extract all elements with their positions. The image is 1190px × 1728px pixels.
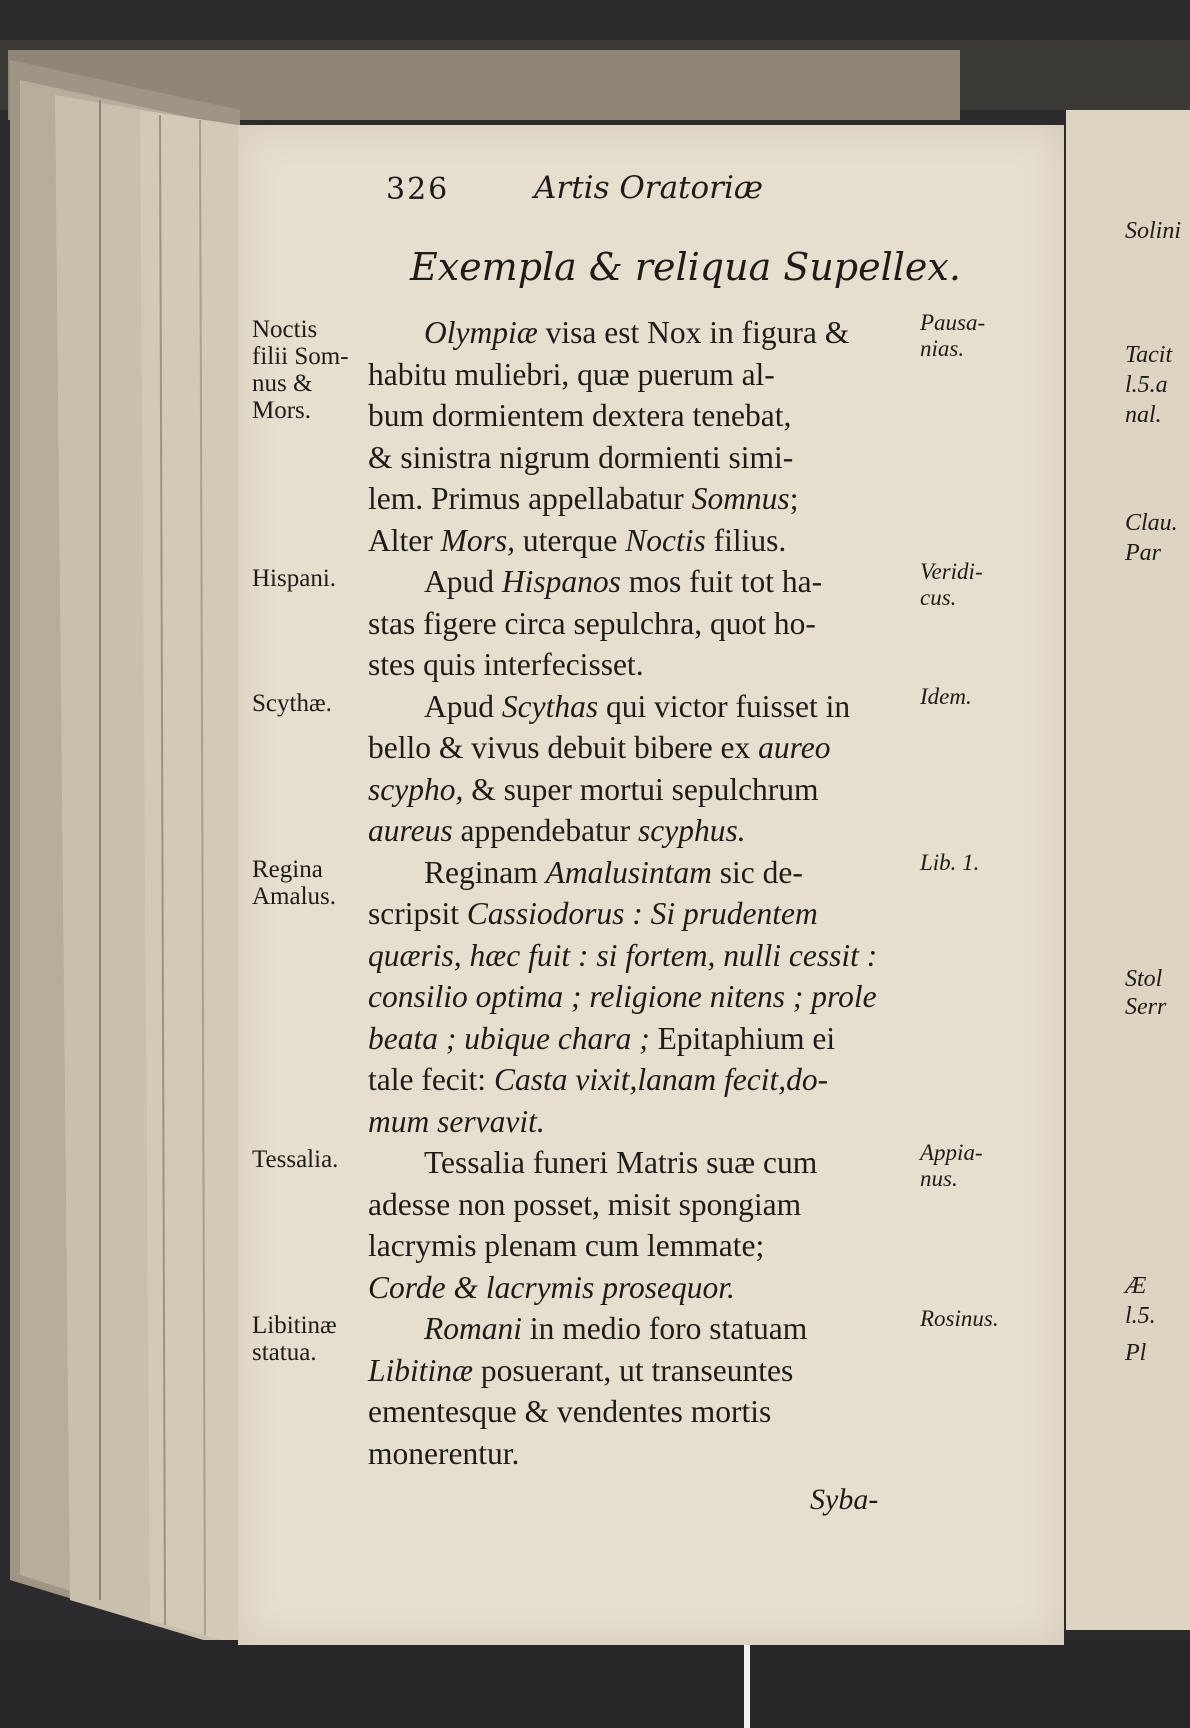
citation-line: Appia- [920,1140,983,1165]
page-number: 326 [386,172,450,207]
text-line [368,561,908,603]
text-run: Cassiodorus : Si prudentem [466,896,818,931]
text-line [368,1433,908,1475]
citation-line: Rosinus. [920,1306,999,1331]
text-run: Alter [368,522,441,558]
margin-note-line: Regina [252,855,323,883]
margin-note-line: statua. [252,1339,317,1366]
facing-page-fragment: Tacit [1125,342,1173,368]
facing-page-fragment: Stol [1125,966,1163,992]
text-run: beata ; ubique chara ; [368,1020,650,1056]
facing-page-edge [1066,110,1190,1630]
text-run: filius. [705,522,787,558]
text-run: Mors, [440,522,515,558]
text-section [368,561,908,686]
text-run: mos fuit tot ha- [620,564,823,599]
text-run: Somnus [691,481,790,516]
text-run: stes quis interfecisset. [368,647,644,682]
text-line [368,1391,908,1433]
right-margin-citation [920,1140,983,1192]
text-run: & super mortui sepulchrum [463,771,819,807]
text-run: scripsit [368,896,467,931]
text-run: Libitinæ [368,1352,474,1388]
text-run: Epitaphium ei [649,1020,836,1056]
body-text [368,312,908,1474]
left-margin-note [252,565,336,592]
text-line [368,644,908,686]
text-line [368,810,908,852]
text-section [368,686,908,852]
margin-note-line: Tessalia. [252,1146,339,1173]
left-margin-note [252,1146,338,1173]
text-run: bello & vivus debuit bibere ex [368,730,759,765]
citation-line: cus. [920,585,957,610]
facing-page-fragment: Par [1125,540,1161,566]
margin-note-line: Mors. [252,397,312,424]
left-margin-note [252,1312,337,1366]
text-run: stas figere circa sepulchra, quot ho- [368,605,816,641]
text-run: aureo [758,730,831,765]
text-section [368,312,908,561]
citation-line: nus. [920,1166,958,1191]
margin-note-line: filii Som- [252,343,349,370]
text-run: Casta vixit,lanam fecit,do- [493,1062,829,1097]
text-line [368,769,908,811]
text-run: visa est Nox in figura & [537,315,850,350]
facing-page-fragment: Clau. [1125,510,1178,536]
running-title: Artis Oratoriæ [534,170,764,206]
text-run: adesse non posset, misit spongiam [368,1186,802,1222]
text-line [368,935,908,977]
text-run: Olympiæ [424,315,538,350]
facing-page-fragment: l.5. [1125,1303,1156,1329]
facing-page-fragment: Pl [1125,1340,1147,1366]
text-run: posuerant, ut transeuntes [473,1352,794,1388]
text-line [368,893,908,935]
text-line [368,603,908,645]
text-run: Tessalia funeri Matris suæ cum [424,1145,818,1180]
text-run: Noctis [625,522,706,558]
citation-line: Idem. [920,683,972,709]
section-heading: Exempla & reliqua Supellex. [410,245,961,289]
text-line [368,976,908,1018]
text-line [368,1267,908,1309]
text-run: Amalusintam [545,854,712,890]
text-run: monerentur. [368,1435,520,1471]
text-line [368,1225,908,1267]
text-line [368,727,908,769]
text-run: tale fecit: [368,1062,494,1097]
left-margin-note [252,316,349,424]
facing-page-fragment: Solini [1125,218,1182,244]
text-run: Corde & lacrymis prosequor. [368,1269,735,1305]
text-line [368,1101,908,1143]
text-line [368,1184,908,1226]
text-run: uterque [515,522,626,558]
right-margin-citation [920,559,983,611]
margin-note-line: Amalus. [252,882,337,910]
citation-line: Pausa- [920,310,986,335]
citation-line: nias. [920,336,965,361]
text-run: quæris, hæc fuit : si fortem, nulli cessit : [368,937,878,973]
text-run: appendebatur [452,813,639,848]
citation-line: Veridi- [920,559,983,584]
text-line [368,437,908,479]
text-run: Scythas [501,688,599,724]
text-run: Apud [424,564,502,599]
citation-line: Lib. 1. [920,849,980,875]
text-run: aureus [368,813,453,848]
text-run: bum dormientem dextera tenebat, [368,398,792,433]
text-line [368,478,908,520]
text-run: Reginam [424,854,546,890]
text-line [368,1142,908,1184]
text-run: lacrymis plenam cum lemmate; [368,1228,765,1263]
right-margin-citation [920,1306,999,1332]
text-run: qui victor fuisset in [598,688,851,724]
margin-note-line: Libitinæ [252,1312,337,1339]
text-line [368,520,908,562]
text-section [368,852,908,1143]
margin-note-line: nus & [252,370,313,397]
text-run: mum servavit. [368,1103,545,1139]
left-margin-note [252,690,332,717]
text-run: & sinistra nigrum dormienti simi- [368,439,794,475]
text-line [368,395,908,437]
left-margin-note [252,856,336,910]
text-section [368,1142,908,1308]
margin-note-line: Scythæ. [252,689,332,717]
text-run: consilio optima ; religione nitens ; prole [368,979,877,1014]
catchword: Syba- [810,1483,879,1516]
facing-page-fragment: Æ [1125,1273,1147,1299]
text-line [368,354,908,396]
text-run: ; [789,481,799,516]
text-line [368,686,908,728]
text-run: scypho, [368,771,464,807]
margin-note-line: Hispani. [252,565,337,592]
text-run: in medio foro statuam [522,1311,808,1346]
text-run: Hispanos [501,564,621,599]
text-run: sic de- [711,854,803,890]
facing-page-fragment: l.5.a [1125,372,1168,398]
right-margin-citation [920,310,985,362]
facing-page-fragment: nal. [1125,402,1162,428]
text-run: lem. Primus appellabatur [368,481,692,516]
margin-note-line: Noctis [252,316,318,343]
text-line [368,312,908,354]
text-line [368,852,908,894]
text-run: habitu muliebri, quæ puerum al- [368,356,775,392]
text-section [368,1308,908,1474]
text-line [368,1350,908,1392]
text-run: ementesque & vendentes mortis [368,1394,772,1429]
right-margin-citation [920,684,972,710]
text-run: Romani [424,1311,522,1346]
text-line [368,1059,908,1101]
facing-page-fragment: Serr [1125,994,1167,1020]
text-run: Apud [424,688,502,724]
text-line [368,1018,908,1060]
text-run: scyphus. [638,813,746,848]
text-line [368,1308,908,1350]
right-margin-citation [920,850,979,876]
